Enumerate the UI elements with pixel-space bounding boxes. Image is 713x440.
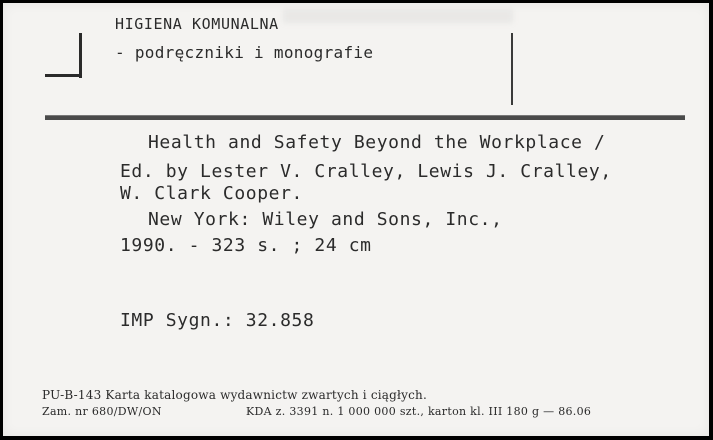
title-statement: Health and Safety Beyond the Workplace / bbox=[148, 132, 606, 153]
authors-line-2: W. Clark Cooper. bbox=[120, 183, 303, 204]
corner-bracket-vertical bbox=[79, 33, 82, 78]
authors-line-1: Ed. by Lester V. Cralley, Lewis J. Cralley, bbox=[120, 161, 612, 182]
subject-heading: HIGIENA KOMUNALNA bbox=[115, 15, 279, 33]
order-number: Zam. nr 680/DW/ON bbox=[42, 405, 162, 418]
call-number: IMP Sygn.: 32.858 bbox=[120, 310, 315, 331]
header-divider-vertical bbox=[511, 33, 513, 105]
corner-bracket-horizontal bbox=[45, 74, 82, 77]
publisher-line: New York: Wiley and Sons, Inc., bbox=[148, 209, 503, 230]
subject-subheading: - podręczniki i monografie bbox=[115, 43, 374, 62]
header-divider-horizontal bbox=[45, 115, 685, 120]
print-details: KDA z. 3391 n. 1 000 000 szt., karton kl. III 180 g — 86.06 bbox=[246, 405, 592, 418]
catalog-card bbox=[3, 3, 709, 436]
physical-description: 1990. - 323 s. ; 24 cm bbox=[120, 235, 372, 256]
ink-smudge bbox=[283, 9, 513, 23]
form-identifier: PU-B-143 Karta katalogowa wydawnictw zwartych i ciągłych. bbox=[42, 388, 427, 402]
